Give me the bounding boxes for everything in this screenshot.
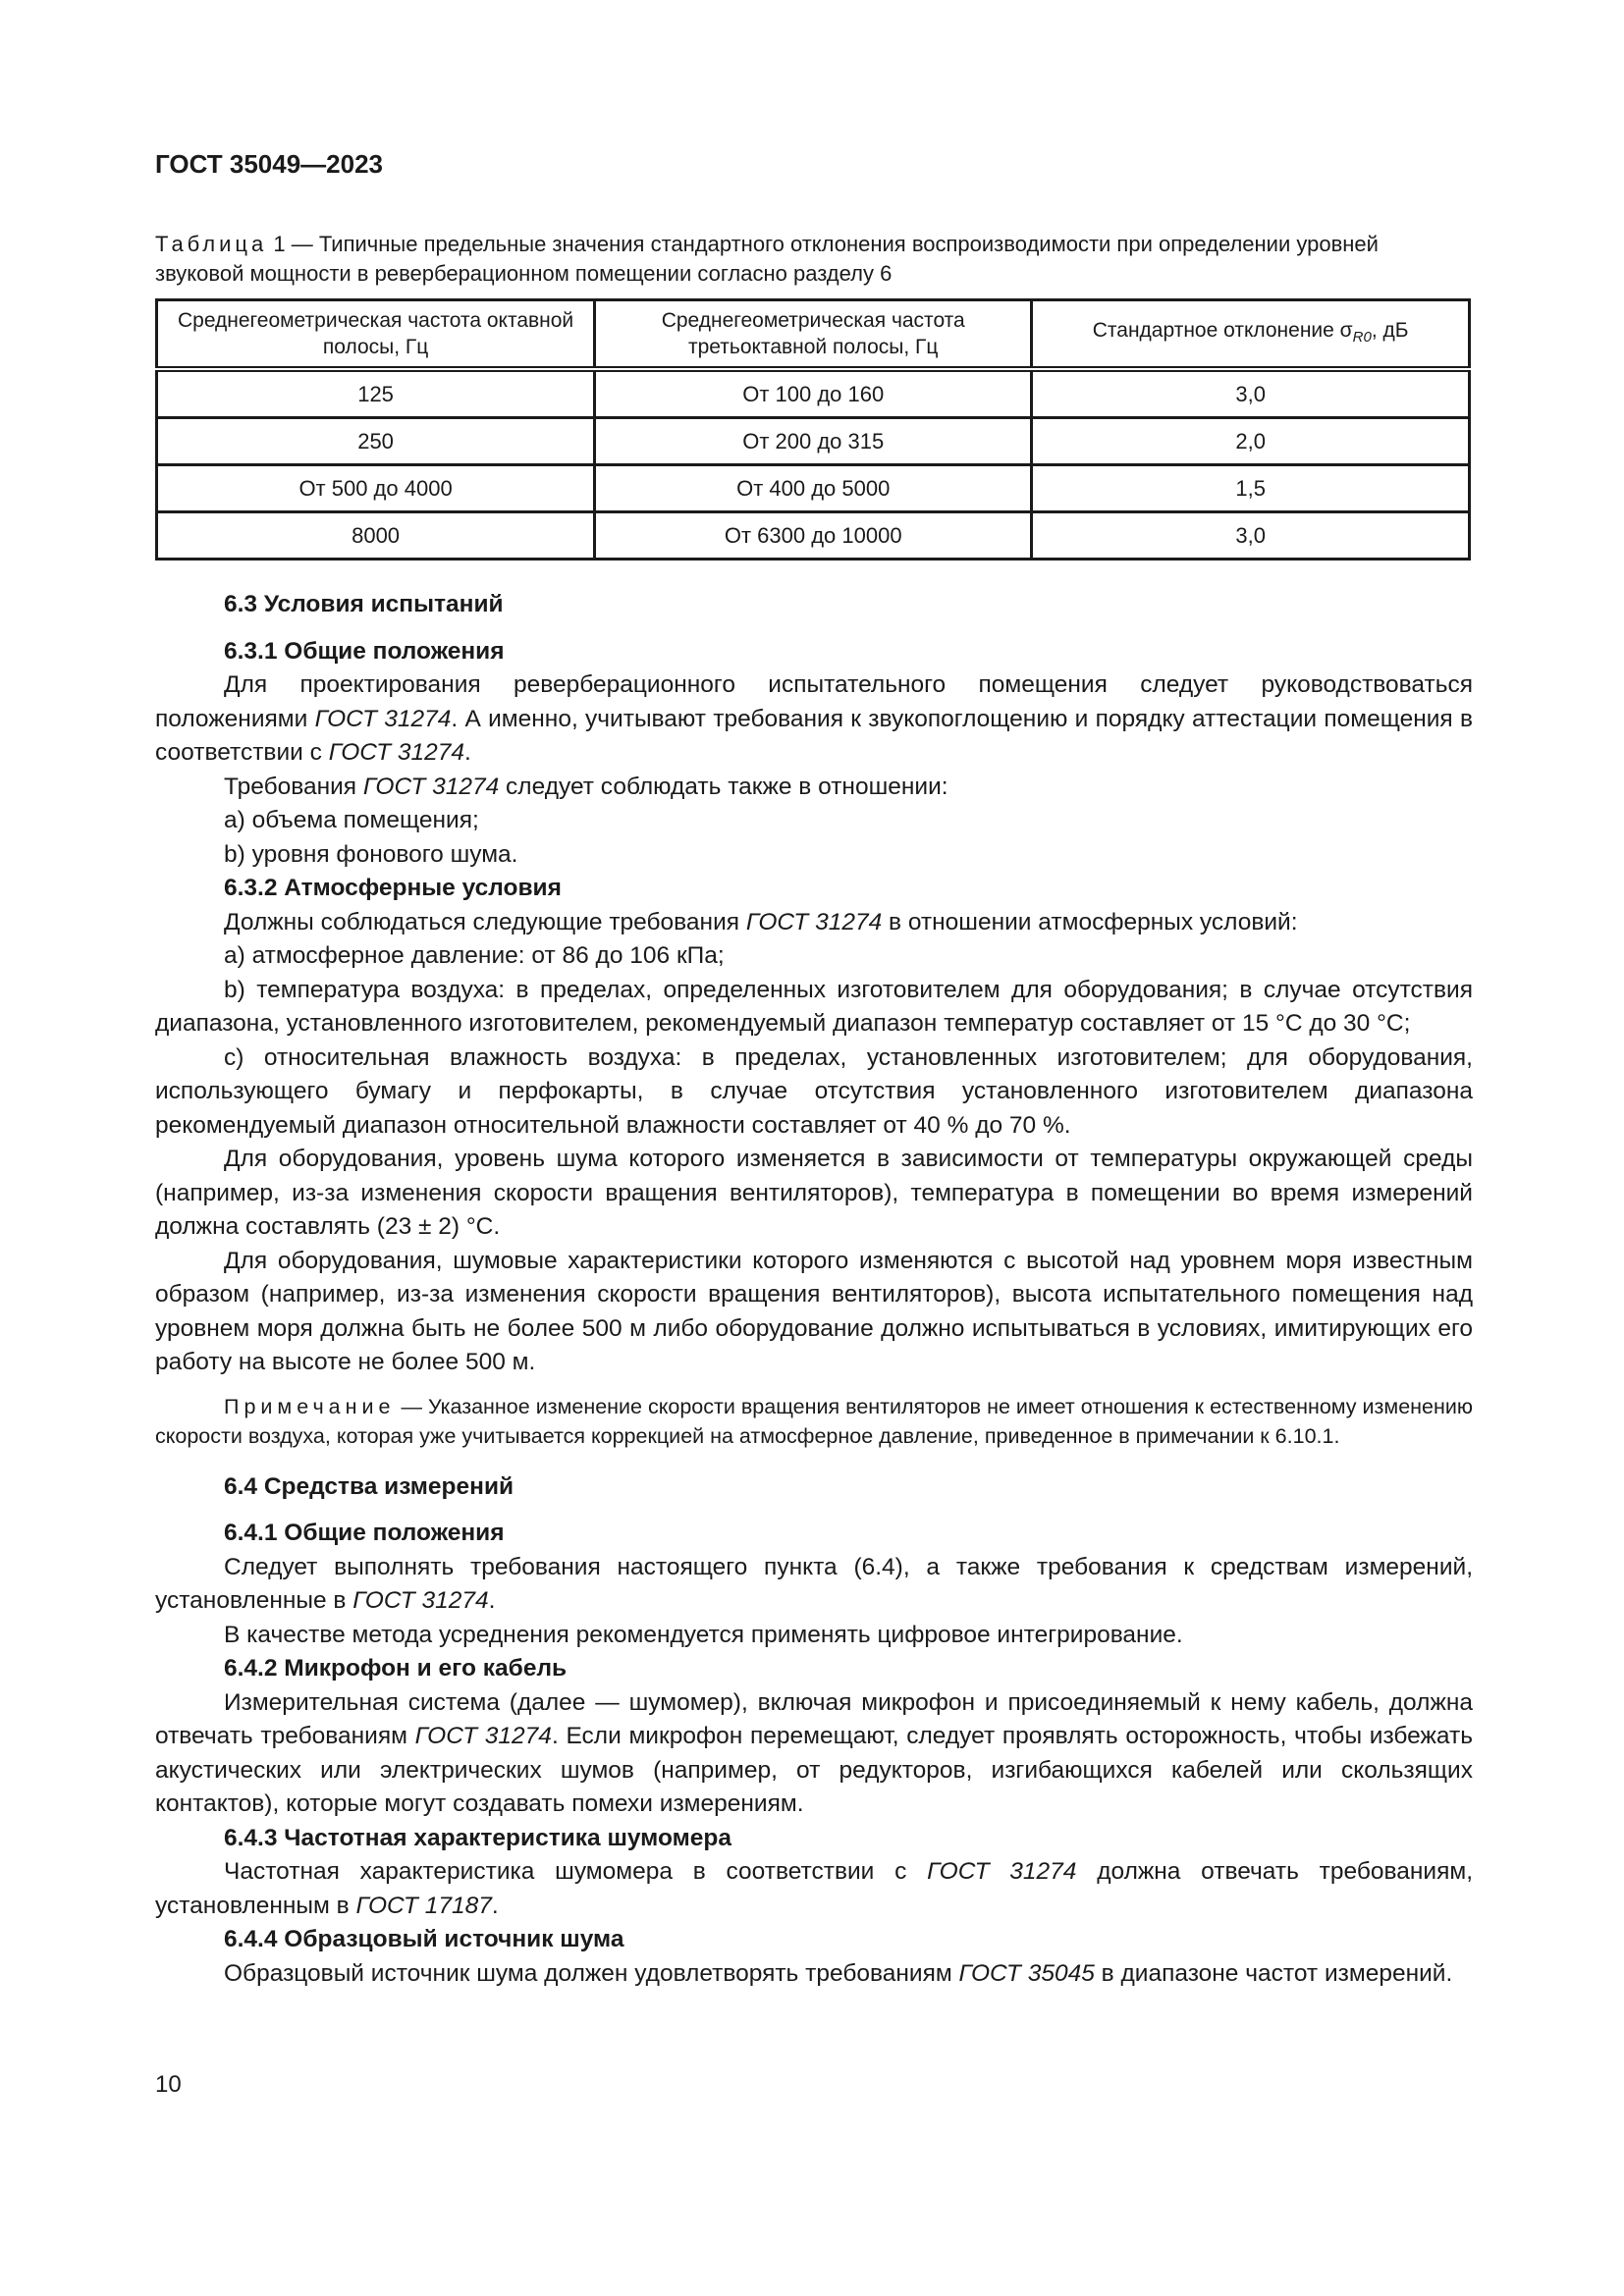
- paragraph: Частотная характеристика шумомера в соответствии с ГОСТ 31274 должна отвечать требованиям, установленным в ГОСТ 17187.: [155, 1858, 1473, 1919]
- page-number: 10: [155, 2071, 182, 2098]
- note: [155, 1392, 1473, 1451]
- table-header-row: [157, 300, 1470, 370]
- standard-reference: ГОСТ 35045: [958, 1959, 1095, 1987]
- standard-reference: ГОСТ 31274: [328, 739, 465, 766]
- paragraph: Измерительная система (далее — шумомер), включая микрофон и присоединяемый к нему кабель, должна отвечать требованиям ГОСТ 31274. Если микрофон перемещают, следует проявлять осторожность, чтобы избежать акустических или электрических шумов (например, от редукторов, изгибающихся кабелей или скользящих контактов), которые могут создавать помехи измерениям.: [155, 1688, 1473, 1817]
- list-item: a) атмосферное давление: от 86 до 106 кПа;: [224, 942, 725, 969]
- table-cell: 250: [157, 418, 595, 465]
- section-heading-6-4-4: 6.4.4 Образцовый источник шума: [224, 1926, 624, 1952]
- standard-reference: ГОСТ 31274: [745, 908, 883, 935]
- paragraph: Следует выполнять требования настоящего пункта (6.4), а также требования к средствам измерений, установленные в ГОСТ 31274.: [155, 1553, 1473, 1614]
- section-heading-6-4-2: 6.4.2 Микрофон и его кабель: [224, 1655, 568, 1682]
- section-heading-6-4-3: 6.4.3 Частотная характеристика шумомера: [224, 1824, 731, 1851]
- document-body: [155, 588, 1473, 1991]
- section-heading-6-3-2: 6.3.2 Атмосферные условия: [224, 875, 562, 901]
- table-row: [157, 369, 1470, 418]
- paragraph: Для проектирования реверберационного испытательного помещения следует руководствоваться положениями ГОСТ 31274. А именно, учитывают требования к звукопоглощению и порядку аттестации помещения в соответствии с ГОСТ 31274.: [155, 671, 1473, 766]
- document-page: [155, 147, 1473, 1991]
- section-heading-6-3-1: 6.3.1 Общие положения: [224, 637, 505, 665]
- list-item: a) объема помещения;: [224, 807, 479, 833]
- paragraph: В качестве метода усреднения рекомендуется применять цифровое интегрирование.: [224, 1621, 1183, 1648]
- column-header-std-deviation: Стандартное отклонение $\sigma_{R0}$, дБ: [1032, 300, 1470, 370]
- section-heading-6-4: 6.4 Средства измерений: [224, 1472, 514, 1500]
- paragraph: Требования ГОСТ 31274 следует соблюдать также в отношении:: [224, 773, 948, 800]
- table-cell: 125: [157, 369, 595, 418]
- table-cell: 3,0: [1032, 369, 1470, 418]
- paragraph: Для оборудования, шумовые характеристики которого изменяются с высотой над уровнем моря известным образом (например, из-за изменения скорости вращения вентиляторов), высота испытательного помещения над уровнем моря должна быть не более 500 м либо оборудование должно испытываться в условиях, имитирующих его работу на высоте не более 500 м.: [155, 1247, 1473, 1375]
- table-cell: 1,5: [1032, 465, 1470, 512]
- standard-reference: ГОСТ 31274: [314, 705, 452, 732]
- table-caption-text: 1 — Типичные предельные значения стандартного отклонения воспроизводимости при определении уровней звуковой мощности в реверберационном помещении согласно разделу 6: [155, 232, 1379, 286]
- table-row: [157, 465, 1470, 512]
- note-label: Примечание: [224, 1394, 396, 1418]
- table-caption: [155, 230, 1473, 289]
- table-cell: От 400 до 5000: [595, 465, 1032, 512]
- document-id-header: ГОСТ 35049—2023: [155, 149, 383, 179]
- list-item: c) относительная влажность воздуха: в пределах, установленных изготовителем; для оборудования, использующего бумагу и перфокарты, в случае отсутствия установленного изготовителем диапазона рекомендуемый диапазон относительной влажности составляет от 40 % до 70 %.: [155, 1043, 1473, 1139]
- table-cell: 3,0: [1032, 512, 1470, 560]
- standard-reference: ГОСТ 31274: [414, 1723, 552, 1749]
- table-caption-label: Таблица: [155, 232, 268, 256]
- table-cell: От 500 до 4000: [157, 465, 595, 512]
- column-header-third-octave: Среднегеометрическая частота третьоктавной полосы, Гц: [595, 300, 1032, 370]
- paragraph: Для оборудования, уровень шума которого изменяется в зависимости от температуры окружающей среды (например, из-за изменения скорости вращения вентиляторов), температура в помещении во время измерений должна составлять (23 ± 2) °С.: [155, 1146, 1473, 1240]
- standard-reference: ГОСТ 31274: [362, 773, 500, 800]
- paragraph: Должны соблюдаться следующие требования ГОСТ 31274 в отношении атмосферных условий:: [224, 908, 1298, 935]
- column-header-octave: Среднегеометрическая частота октавной полосы, Гц: [157, 300, 595, 370]
- table-cell: От 200 до 315: [595, 418, 1032, 465]
- reproducibility-table: [155, 298, 1471, 561]
- list-item: b) уровня фонового шума.: [224, 840, 518, 868]
- standard-reference: ГОСТ 31274: [927, 1858, 1077, 1885]
- table-cell: 2,0: [1032, 418, 1470, 465]
- standard-reference: ГОСТ 17187: [355, 1892, 492, 1919]
- table-cell: 8000: [157, 512, 595, 560]
- table-cell: От 100 до 160: [595, 369, 1032, 418]
- note-text: — Указанное изменение скорости вращения вентиляторов не имеет отношения к естественному изменению скорости воздуха, которая уже учитывается коррекцией на атмосферное давление, приведенное в примечании к 6.10.1.: [155, 1394, 1473, 1448]
- standard-reference: ГОСТ 31274: [352, 1587, 489, 1614]
- paragraph: Образцовый источник шума должен удовлетворять требованиям ГОСТ 35045 в диапазоне частот измерений.: [224, 1959, 1453, 1987]
- list-item: b) температура воздуха: в пределах, определенных изготовителем для оборудования; в случае отсутствия диапазона, установленного изготовителем, рекомендуемый диапазон температур составляет от 15 °С до 30 °С;: [155, 976, 1473, 1037]
- table-row: [157, 512, 1470, 560]
- section-heading-6-4-1: 6.4.1 Общие положения: [224, 1520, 505, 1546]
- table-row: [157, 418, 1470, 465]
- table-cell: От 6300 до 10000: [595, 512, 1032, 560]
- section-heading-6-3: 6.3 Условия испытаний: [224, 591, 504, 617]
